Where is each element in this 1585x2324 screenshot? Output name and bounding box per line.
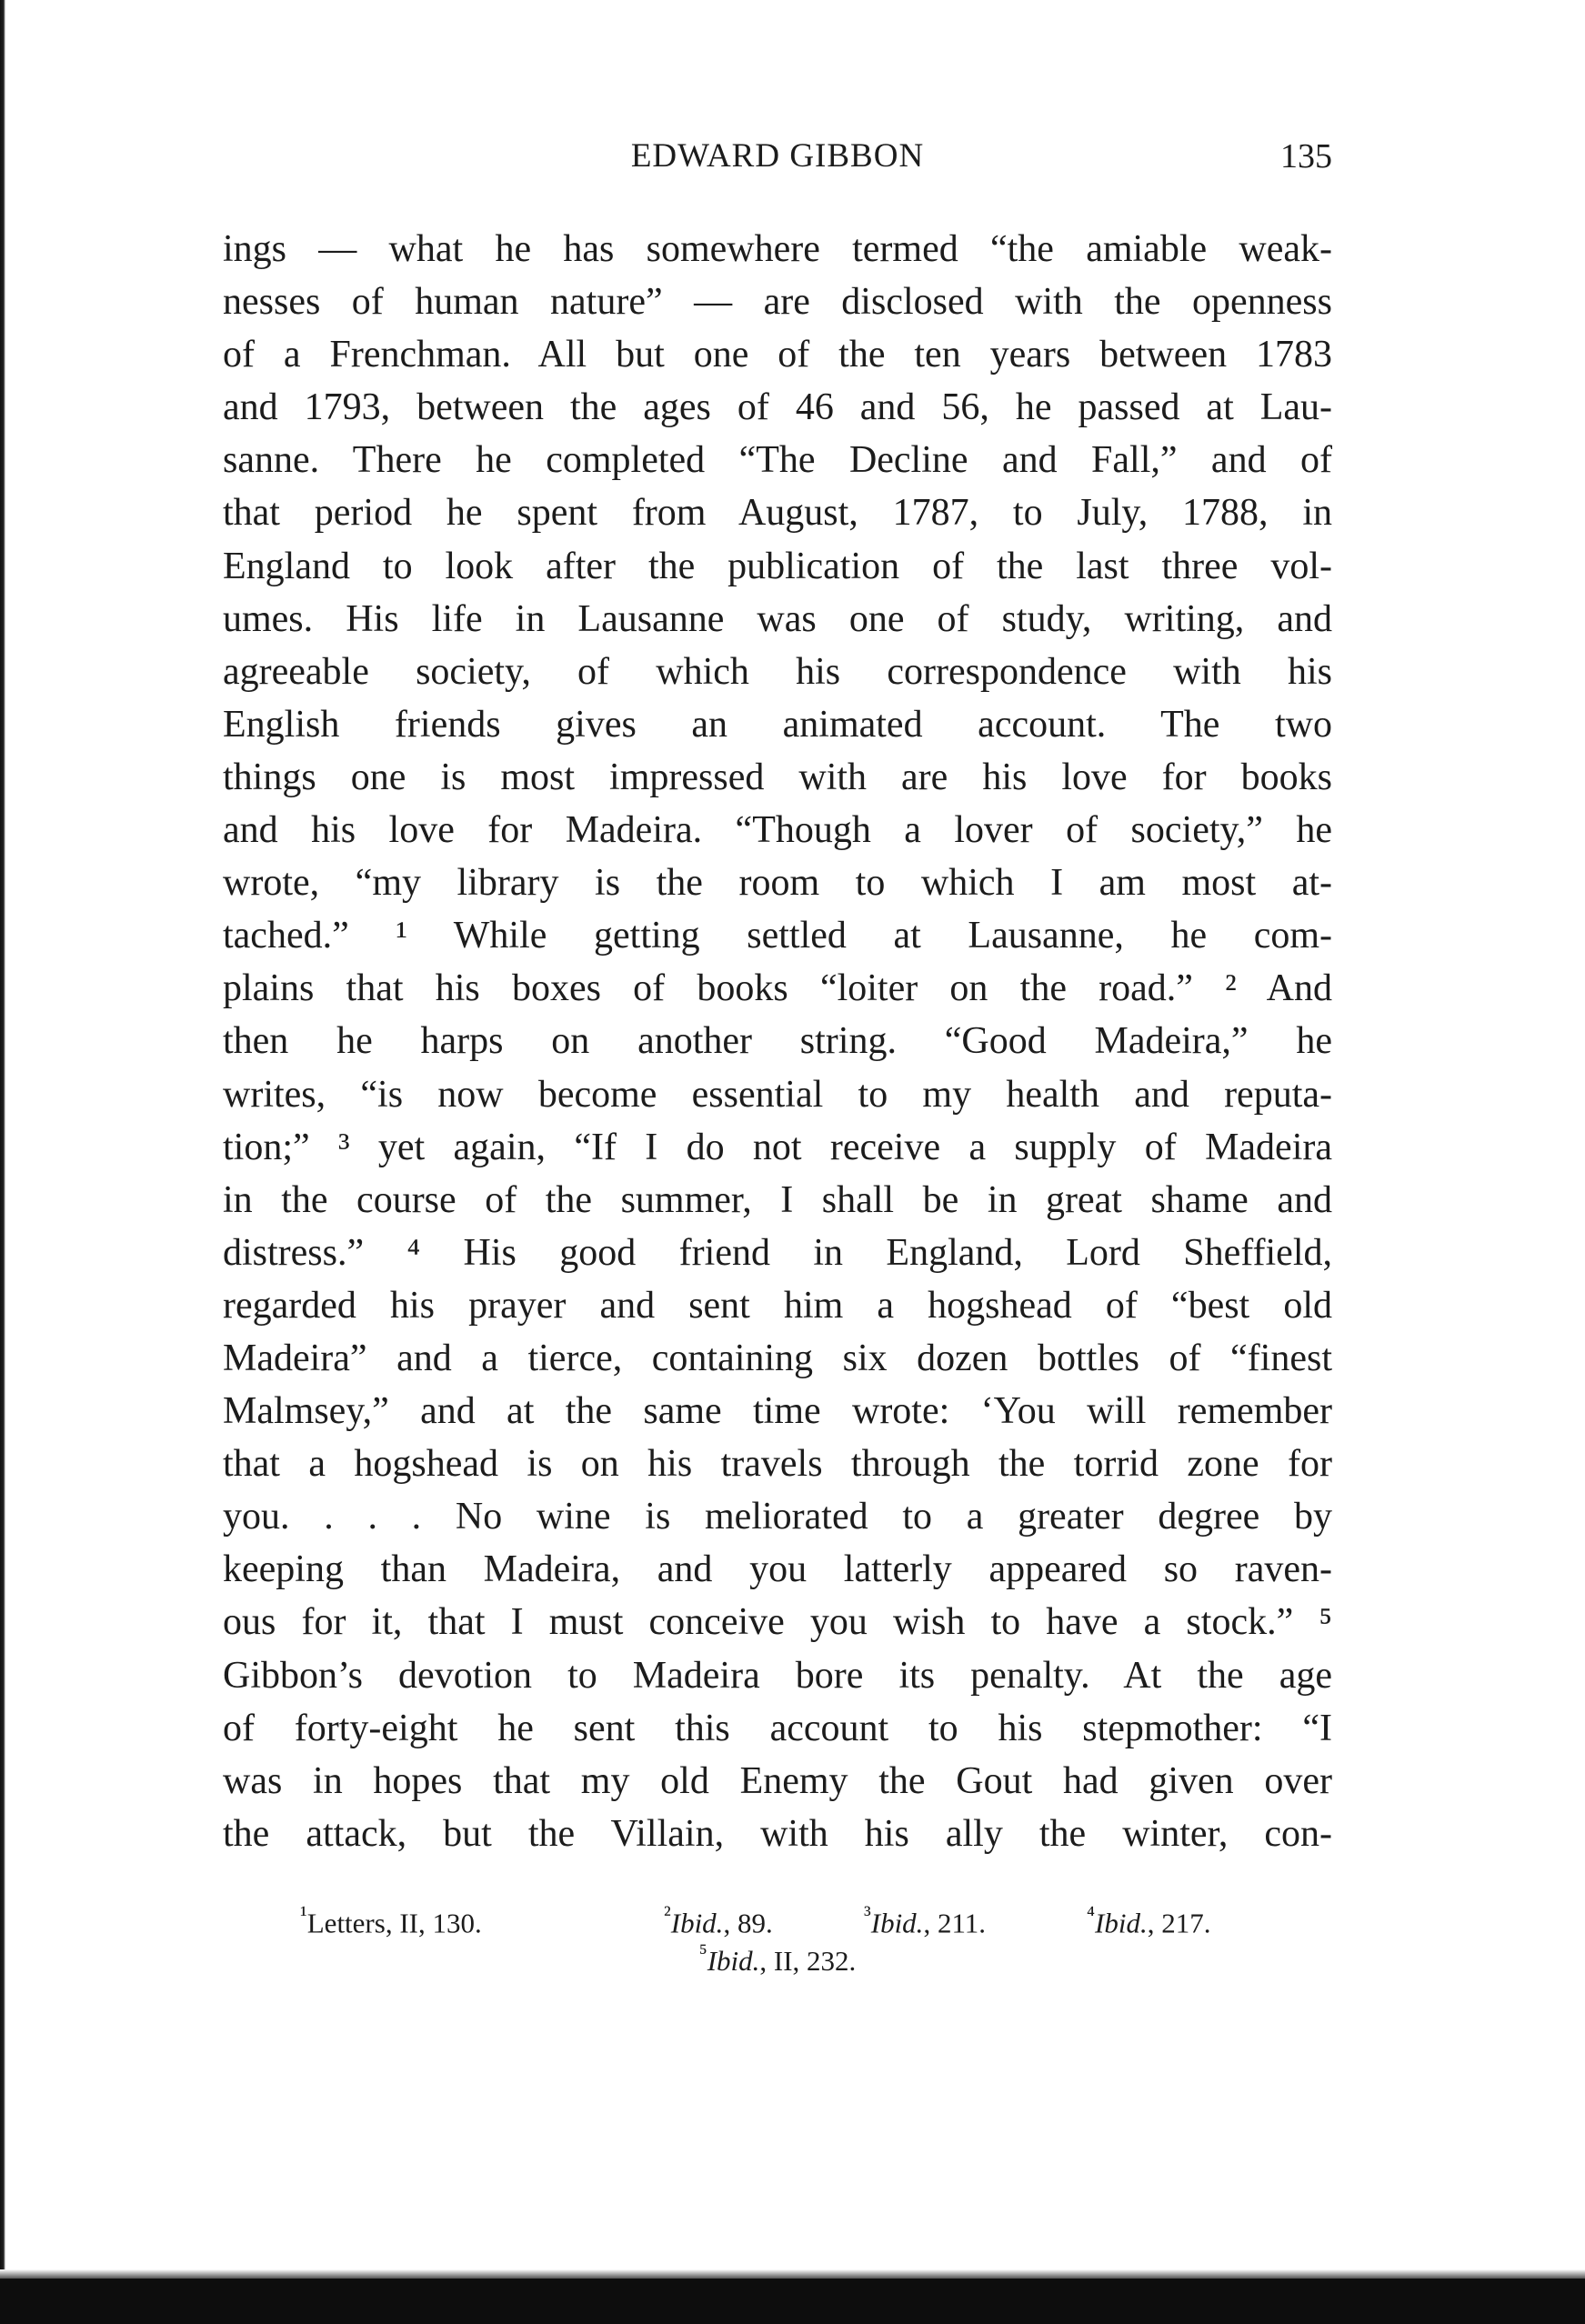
- footnote-ibid: Ibid.: [1095, 1907, 1148, 1939]
- text-line: and 1793, between the ages of 46 and 56, he passed at Lau-: [223, 386, 1332, 429]
- footnote-mark: ¹: [300, 1901, 307, 1928]
- footnote-3: [864, 1896, 986, 1942]
- text-line: regarded his prayer and sent him a hogshead of “best old: [223, 1284, 1332, 1327]
- binding-edge: [0, 0, 5, 2324]
- text-line: sanne. There he completed “The Decline and Fall,” and of: [223, 439, 1332, 482]
- text-line: Malmsey,” and at the same time wrote: ‘You will remember: [223, 1390, 1332, 1433]
- footnote-mark: ²: [664, 1901, 671, 1928]
- footnote-5: [698, 1939, 857, 1978]
- text-line: tached.” ¹ While getting settled at Lausanne, he com-: [223, 915, 1332, 957]
- footnote-text: Letters, II, 130.: [306, 1907, 482, 1939]
- text-line: nesses of human nature” — are disclosed with the openness: [223, 281, 1332, 324]
- text-line: plains that his boxes of books “loiter on the road.” ² And: [223, 967, 1332, 1010]
- body-text: [223, 223, 1332, 1860]
- running-header: [223, 136, 1332, 191]
- text-line: you. . . . No wine is meliorated to a greater degree by: [223, 1496, 1332, 1538]
- text-line: Gibbon’s devotion to Madeira bore its penalty. At the age: [223, 1654, 1332, 1697]
- text-line: was in hopes that my old Enemy the Gout had given over: [223, 1759, 1332, 1802]
- footnote-text: , 217.: [1147, 1907, 1211, 1939]
- footnote-4: [1087, 1896, 1210, 1942]
- text-line: England to look after the publication of the last three vol-: [223, 545, 1332, 587]
- text-line: of a Frenchman. All but one of the ten years between 1783: [223, 334, 1332, 376]
- text-line: English friends gives an animated account. The two: [223, 703, 1332, 746]
- text-line: that a hogshead is on his travels through the torrid zone for: [223, 1443, 1332, 1486]
- footnote-text: , II, 232.: [759, 1945, 857, 1978]
- page-number: 135: [1280, 137, 1332, 175]
- running-title: EDWARD GIBBON: [630, 137, 925, 175]
- footnotes: [223, 1896, 1332, 1980]
- text-line: ous for it, that I must conceive you wish to have a stock.” ⁵: [223, 1601, 1332, 1644]
- text-line: and his love for Madeira. “Though a lover of society,” he: [223, 809, 1332, 852]
- footnote-1: [300, 1896, 482, 1942]
- footnote-text: , 89.: [723, 1907, 773, 1939]
- text-line: things one is most impressed with are his love for books: [223, 756, 1332, 798]
- text-line: umes. His life in Lausanne was one of study, writing, and: [223, 597, 1332, 640]
- footnote-row: [223, 1896, 1332, 1939]
- text-line: agreeable society, of which his correspondence with his: [223, 650, 1332, 693]
- text-line: tion;” ³ yet again, “If I do not receive a supply of Madeira: [223, 1126, 1332, 1168]
- text-line: then he harps on another string. “Good Madeira,” he: [223, 1020, 1332, 1063]
- text-line: wrote, “my library is the room to which I am most at-: [223, 862, 1332, 905]
- scan-bottom-edge: [0, 2279, 1585, 2324]
- text-line: that period he spent from August, 1787, to July, 1788, in: [223, 492, 1332, 535]
- footnote-mark: ⁴: [1087, 1901, 1096, 1928]
- text-line: in the course of the summer, I shall be in great shame and: [223, 1178, 1332, 1221]
- text-line: keeping than Madeira, and you latterly appeared so raven-: [223, 1548, 1332, 1591]
- footnote-ibid: Ibid.: [870, 1907, 924, 1939]
- footnote-text: , 211.: [923, 1907, 987, 1939]
- text-line: the attack, but the Villain, with his ally the winter, con-: [223, 1812, 1332, 1855]
- footnote-2: [664, 1896, 773, 1942]
- text-line: writes, “is now become essential to my health and reputa-: [223, 1073, 1332, 1116]
- text-line: of forty-eight he sent this account to his stepmother: “I: [223, 1707, 1332, 1749]
- text-line: Madeira” and a tierce, containing six dozen bottles of “finest: [223, 1337, 1332, 1379]
- text-line: ings — what he has somewhere termed “the amiable weak-: [223, 228, 1332, 270]
- footnote-ibid: Ibid.: [670, 1907, 724, 1939]
- text-line: distress.” ⁴ His good friend in England, Lord Sheffield,: [223, 1231, 1332, 1274]
- footnote-mark: ⁵: [698, 1939, 707, 1966]
- footnote-ibid: Ibid.: [707, 1945, 760, 1978]
- footnote-mark: ³: [864, 1901, 871, 1928]
